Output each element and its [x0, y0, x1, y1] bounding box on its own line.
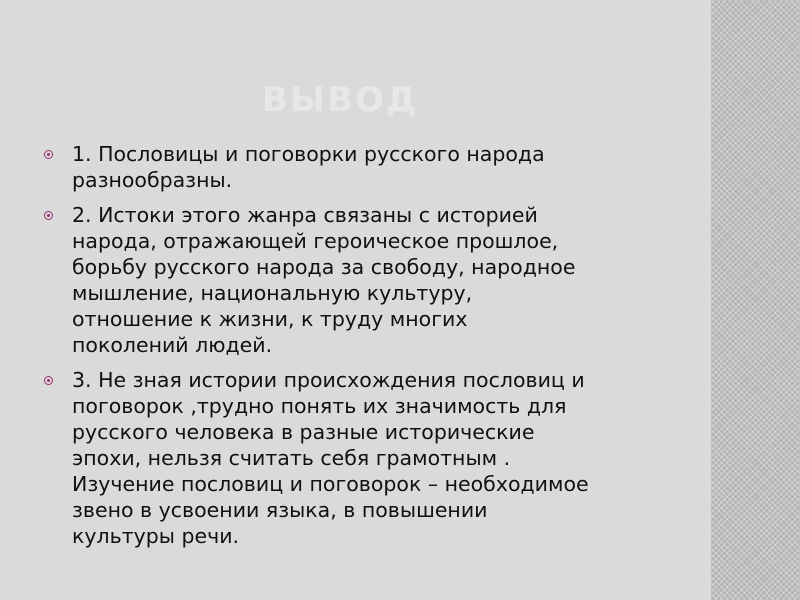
bullet-line: 3. Не зная истории происхождения пословиц и: [72, 368, 585, 392]
bullet-circle-icon: [44, 211, 53, 220]
bullet-line: поговорок ,трудно понять их значимость для: [72, 394, 567, 418]
slide-title: ВЫВОД: [262, 80, 419, 120]
bullet-circle-icon: [44, 376, 53, 385]
bullet-line: звено в усвоении языка, в повышении: [72, 498, 488, 522]
bullet-line: поколений людей.: [72, 333, 273, 357]
bullet-line: 1. Пословицы и поговорки русского народа: [72, 142, 545, 166]
bullet-line: 2. Истоки этого жанра связаны с историей: [72, 203, 538, 227]
bullet-item: [44, 367, 674, 549]
bullet-line: борьбу русского народа за свободу, народное: [72, 255, 576, 279]
bullet-line: русского человека в разные исторические: [72, 420, 535, 444]
bullet-line: Изучение пословиц и поговорок – необходимое: [72, 472, 589, 496]
bullet-line: мышление, национальную культуру,: [72, 281, 473, 305]
bullet-line: отношение к жизни, к труду многих: [72, 307, 468, 331]
bullet-item: [44, 141, 674, 193]
bullet-list: [44, 141, 674, 558]
bullet-line: народа, отражающей героическое прошлое,: [72, 229, 559, 253]
decorative-side-panel: [711, 0, 800, 600]
bullet-line: культуры речи.: [72, 524, 240, 548]
bullet-circle-icon: [44, 150, 53, 159]
bullet-item: [44, 202, 674, 358]
bullet-line: эпохи, нельзя считать себя грамотным .: [72, 446, 511, 470]
bullet-line: разнообразны.: [72, 168, 233, 192]
